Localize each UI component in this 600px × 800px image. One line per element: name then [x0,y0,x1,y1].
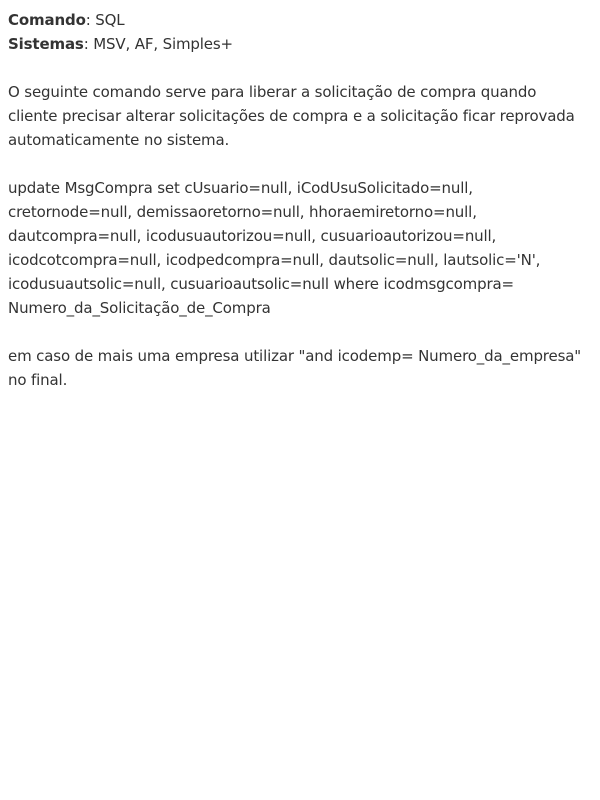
intro-paragraph [8,80,592,152]
sql-line: cretornode=null, demissaoretorno=null, hhoraemiretorno=null, [8,203,477,221]
intro-line: O seguinte comando serve para liberar a solicitação de compra quando [8,83,537,101]
note-paragraph [8,344,592,392]
note-line: em caso de mais uma empresa utilizar "and icodemp= Numero_da_empresa" [8,347,582,365]
intro-line: automaticamente no sistema. [8,131,230,149]
systems-separator: : [83,35,94,53]
sql-line: dautcompra=null, icodusuautorizou=null, cusuarioautorizou=null, [8,227,497,245]
systems-value: MSV, AF, Simples+ [93,35,233,53]
command-meta [8,8,592,32]
sql-line: Numero_da_Solicitação_de_Compra [8,299,271,317]
systems-label: Sistemas [8,35,84,53]
intro-line: cliente precisar alterar solicitações de compra e a solicitação ficar reprovada [8,107,575,125]
sql-line: update MsgCompra set cUsuario=null, iCodUsuSolicitado=null, [8,179,473,197]
sql-line: icodusuautsolic=null, cusuarioautsolic=null where icodmsgcompra= [8,275,514,293]
article-content [8,8,592,392]
command-separator: : [85,11,96,29]
sql-command-paragraph [8,176,592,320]
command-value: SQL [95,11,125,29]
systems-meta [8,32,592,56]
command-label: Comando [8,11,86,29]
sql-line: icodcotcompra=null, icodpedcompra=null, dautsolic=null, lautsolic='N', [8,251,541,269]
note-line: no final. [8,371,68,389]
